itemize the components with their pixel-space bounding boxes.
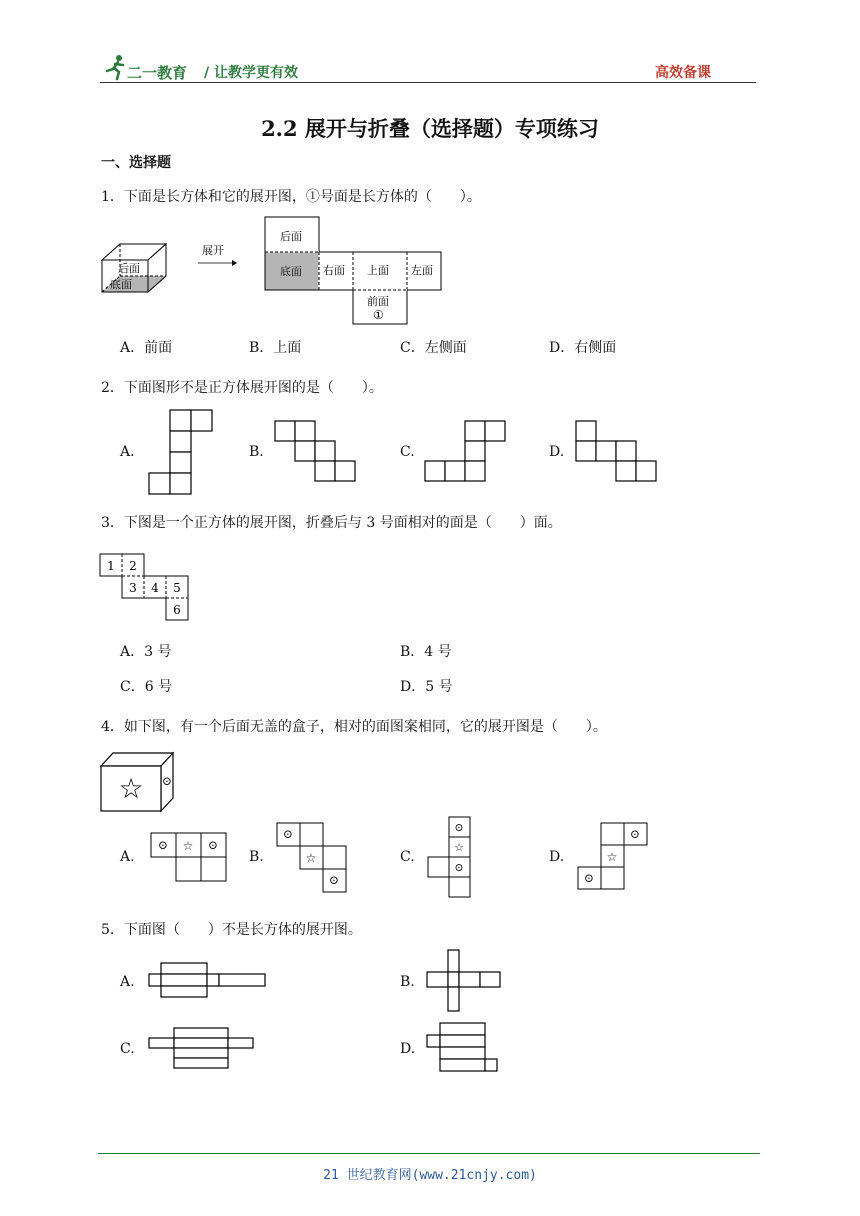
q1-cube-bottom-label: 底面 <box>110 278 132 291</box>
q1-net-bottom: 底面 <box>280 265 302 278</box>
dot-icon: ⊙ <box>282 827 294 841</box>
q2-option-c[interactable]: C. <box>400 444 415 460</box>
q1-net-back: 后面 <box>280 230 302 243</box>
question-5-text: 5．下面图（ ）不是长方体的展开图。 <box>101 922 362 938</box>
q5-net-a <box>148 962 268 1000</box>
dot-icon: ⊙ <box>629 827 641 841</box>
q1-option-a[interactable]: A．前面 <box>120 340 173 356</box>
q5-option-a[interactable]: A. <box>120 974 135 990</box>
q3-face-3: 3 <box>129 581 137 595</box>
q2-net-b <box>274 420 358 482</box>
star-icon: ☆ <box>182 839 194 853</box>
q4-box-figure <box>100 752 176 812</box>
q4-net-c <box>426 816 474 900</box>
q3-face-6: 6 <box>173 603 181 617</box>
q4-net-d <box>577 822 651 892</box>
q1-net-front: 前面 <box>367 295 389 308</box>
q2-net-c <box>424 420 508 482</box>
question-3-text: 3．下图是一个正方体的展开图，折叠后与 3 号面相对的面是（ ）面。 <box>101 515 562 531</box>
q1-net-left: 左面 <box>411 264 433 277</box>
q3-option-b[interactable]: B．4 号 <box>400 644 452 660</box>
dot-icon: ⊙ <box>454 821 464 834</box>
q5-net-b <box>426 949 504 1013</box>
q1-cube-back-label: 后面 <box>118 262 140 275</box>
question-2-text: 2．下面图形不是正方体展开图的是（ ）。 <box>101 380 383 396</box>
header-divider <box>100 82 756 83</box>
q2-option-b[interactable]: B. <box>249 444 264 460</box>
dot-icon: ⊙ <box>454 861 464 874</box>
q3-face-5: 5 <box>173 581 181 595</box>
q1-option-d[interactable]: D．右侧面 <box>549 340 617 356</box>
section-heading: 一、选择题 <box>101 155 171 171</box>
q2-option-d[interactable]: D. <box>549 444 565 460</box>
q5-option-c[interactable]: C. <box>120 1041 135 1057</box>
q2-net-a <box>148 409 218 495</box>
question-4-text: 4．如下图，有一个后面无盖的盒子，相对的面图案相同，它的展开图是（ ）。 <box>101 719 607 735</box>
dot-icon: ⊙ <box>583 871 595 885</box>
q4-option-a[interactable]: A. <box>120 849 135 865</box>
q1-net-figure <box>264 216 444 326</box>
star-icon: ☆ <box>606 850 618 864</box>
q4-option-c[interactable]: C. <box>400 849 415 865</box>
q5-net-d <box>426 1022 500 1074</box>
page-title: 2.2 展开与折叠（选择题）专项练习 <box>261 116 599 141</box>
q3-option-a[interactable]: A．3 号 <box>120 644 172 660</box>
footer-divider <box>98 1153 760 1154</box>
q4-net-b <box>276 822 350 894</box>
dot-icon: ⊙ <box>328 873 340 887</box>
star-icon: ☆ <box>305 851 317 865</box>
q2-option-a[interactable]: A. <box>120 444 135 460</box>
q5-option-d[interactable]: D. <box>400 1041 416 1057</box>
q4-net-a <box>150 832 228 884</box>
q1-cuboid-figure <box>100 238 180 293</box>
q5-net-c <box>148 1027 256 1069</box>
dot-icon: ⊙ <box>207 838 219 852</box>
q2-net-d <box>575 420 659 482</box>
q1-net-top: 上面 <box>367 264 389 277</box>
q3-net-figure <box>99 553 193 623</box>
header-slogan: / 让教学更有效 <box>204 65 298 81</box>
q3-option-c[interactable]: C．6 号 <box>120 679 173 695</box>
q1-net-right: 右面 <box>323 264 345 277</box>
footer-text[interactable]: 21 世纪教育网(www.21cnjy.com) <box>323 1168 537 1183</box>
q1-option-c[interactable]: C．左侧面 <box>400 340 467 356</box>
dot-icon: ⊙ <box>161 774 173 788</box>
q3-face-2: 2 <box>129 559 137 573</box>
q1-option-b[interactable]: B．上面 <box>249 340 302 356</box>
q4-option-b[interactable]: B. <box>249 849 264 865</box>
q3-option-d[interactable]: D．5 号 <box>400 679 453 695</box>
q1-arrow-figure <box>196 242 238 266</box>
q4-option-d[interactable]: D. <box>549 849 565 865</box>
star-icon: ☆ <box>454 841 464 854</box>
header-right-label: 高效备课 <box>655 65 711 81</box>
star-icon: ☆ <box>118 772 144 805</box>
header-brand: 二一教育 <box>127 64 188 82</box>
q3-face-4: 4 <box>151 581 159 595</box>
q3-face-1: 1 <box>107 559 115 573</box>
logo-runner-icon <box>104 54 128 80</box>
dot-icon: ⊙ <box>157 838 169 852</box>
q1-net-marker: ① <box>373 308 384 322</box>
question-1-text: 1．下面是长方体和它的展开图，①号面是长方体的（ ）。 <box>101 189 481 205</box>
q5-option-b[interactable]: B. <box>400 974 415 990</box>
q1-arrow-label: 展开 <box>202 244 224 257</box>
